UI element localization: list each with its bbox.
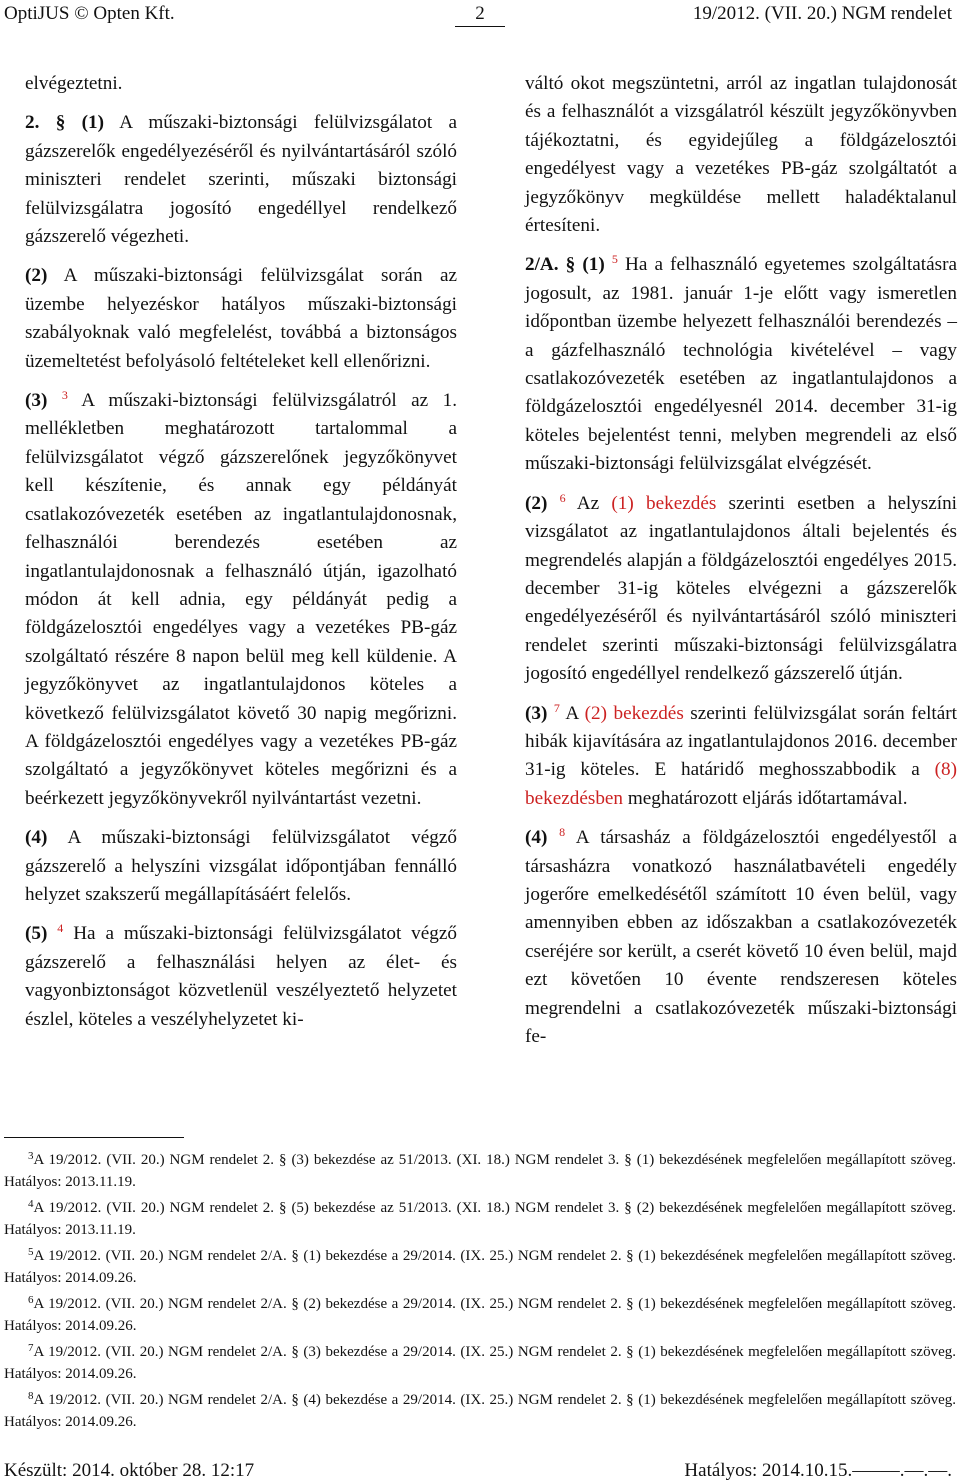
footnote-text: A 19/2012. (VII. 20.) NGM rendelet 2/A. § (3) bekezdése a 29/2014. (IX. 25.) NGM rendelet 2. § (1) bekezdésének megfelelően megállapított szöveg. Hatályos: 2014.09.26. [4, 1344, 956, 1382]
paragraph-number: (2) [525, 492, 548, 514]
paragraph-number: 2/A. § (1) [525, 254, 605, 276]
footnote-ref-4[interactable]: 4 [57, 921, 64, 936]
paragraph-text: szerinti esetben a helyszíni vizsgálatot az ingatlantulajdonos általi bejelentés és megrendelés alapján a földgázelosztói engedélyes 2015. december 31-ig köteles elvégezni a gázszerelők engedélyezéséről és nyilvántartásáról szóló miniszteri rendelet szerinti műszaki-biztonsági felülvizsgálatra jogosító engedéllyel rendelkező gázszerelő útján. [525, 492, 958, 685]
footnote [4, 1149, 956, 1193]
header-document-title: 19/2012. (VII. 20.) NGM rendelet [692, 3, 952, 24]
header-page-rule [455, 26, 505, 27]
footnote-divider [4, 1137, 184, 1138]
footnote-ref-7[interactable]: 7 [553, 700, 560, 715]
paragraph-continuation: váltó okot megszüntetni, arról az ingatlan tulajdonosát és a felhasználót a vizsgálatról készült jegyzőkönyvben tájékoztatni, és egyidejűleg a földgázelosztói engedélyest vagy a vezetékes PB-gáz szolgáltatót a jegyzőkönyv megküldése mellett haladéktalanul értesíteni. [525, 73, 957, 237]
paragraph-text: A műszaki-biztonsági felülvizsgálatról az 1. mellékletben meghatározott tartalommal a felülvizsgálatot végző gázszerelőnek jegyzőkönyvet kell készítenie, és annak egy példányát csatlakozóvezeték esetében az ingatlantulajdonosnak, felhasználói berendezés esetében az ingatlantulajdonosnak a felhasználó útján, igazolható módon át kell adnia, egy példányát pedig a földgázelosztói engedélyes vagy a vezetékes PB-gáz szolgáltató részére 8 napon belül meg kell küldenie. A jegyzőkönyvet az ingatlantulajdonos köteles a következő felülvizsgálatot követő 30 napig megőrizni. A földgázelosztói engedélyes vagy a vezetékes PB-gáz szolgáltató a jegyzőkönyvet köteles megőrizni és a beérkezett jegyzőkönyvekről nyilvántartást vezetni. [25, 390, 457, 809]
footnote-ref-8[interactable]: 8 [559, 825, 566, 840]
section-2a-paragraph-3: (3) $^7$ A (2) bekezdés szerinti felülvizsgálat során feltárt hibák kijavítására az ingatlantulajdonos 2016. december 31-ig köteles. E határidő meghosszabbodik a (8) bekezdésben meghatározott eljárás időtartamával. [525, 700, 957, 809]
paragraph-number: (5) [25, 923, 48, 945]
header-publisher: OptiJUS © Opten Kft. [4, 3, 175, 24]
footnote-ref-6[interactable]: 6 [559, 490, 566, 505]
page-footer [0, 1460, 960, 1484]
footnote-number: 8 [28, 1390, 34, 1402]
page-header [0, 0, 960, 30]
paragraph-number: (2) [25, 265, 48, 287]
footnote-text: A 19/2012. (VII. 20.) NGM rendelet 2/A. § (4) bekezdése a 29/2014. (IX. 25.) NGM rendelet 2. § (1) bekezdésének megfelelően megállapított szöveg. Hatályos: 2014.09.26. [4, 1392, 956, 1430]
footer-generated-date: Készült: 2014. október 28. 12:17 [4, 1460, 255, 1481]
section-2a-paragraph-1 [525, 251, 957, 478]
paragraph-number: (4) [525, 827, 548, 849]
paragraph-text: A társasház a földgázelosztói engedélyestől a társasházra vonatkozó használatbavételi engedély jogerőre emelkedésétől számított 10 éven belül, vagy amennyiben ebben az időszakban a csatlakozóvezeték cseréjére sor került, a cserét követő 10 éven belül, majd ezt követően 10 évente rendszeresen köteles megrendelni a csatlakozóvezeték műszaki-biztonsági fe- [525, 827, 957, 1047]
footnote [4, 1197, 956, 1241]
footnote [4, 1245, 956, 1289]
cross-reference-link[interactable]: (8) bekezdésben [525, 759, 957, 809]
paragraph-text: Ha a felhasználó egyetemes szolgáltatásra jogosult, az 1981. január 1-je előtt vagy ismeretlen időpontban üzembe helyezett felhasználói berendezés – a gázfelhasználó technológia kivételével – vagy csatlakozóvezeték esetében az ingatlantulajdonos a földgázelosztói engedélyesnél 2014. december 31-ig köteles bejelentést tenni, melyben megrendeli az első műszaki-biztonsági felülvizsgálat elvégzését. [525, 254, 958, 475]
section-2-paragraph-1 [25, 109, 457, 251]
footnote-number: 5 [28, 1246, 34, 1258]
right-column [525, 70, 957, 1062]
cross-reference-link[interactable]: (1) bekezdés [611, 492, 717, 514]
section-2-paragraph-4 [25, 824, 457, 909]
paragraph-number: (4) [25, 827, 48, 849]
section-2-paragraph-3 [25, 387, 457, 813]
footnote-number: 4 [28, 1198, 34, 1210]
paragraph-text: A műszaki-biztonsági felülvizsgálat során az üzembe helyezéskor hatályos műszaki-biztonsági szabályoknak való megfelelést, továbbá a biztonságos üzemeltetést befolyásoló feltételeket kell ellenőrizni. [25, 265, 457, 372]
footnote [4, 1341, 956, 1385]
footnote-ref-5[interactable]: 5 [611, 252, 618, 267]
footnote-text: A 19/2012. (VII. 20.) NGM rendelet 2. § (3) bekezdése az 51/2013. (XI. 18.) NGM rendelet 3. § (1) bekezdésének megfelelően megállapított szöveg. Hatályos: 2013.11.19. [4, 1152, 956, 1190]
left-column [25, 70, 457, 1045]
footnote-number: 7 [28, 1342, 34, 1354]
footnote [4, 1293, 956, 1337]
paragraph-number: (3) [25, 390, 48, 412]
paragraph-number: 2. § (1) [25, 112, 104, 134]
paragraph-text: Ha a műszaki-biztonsági felülvizsgálatot végző gázszerelő a felhasználási helyen az élet- és vagyonbiztonságot közvetlenül veszélyeztető helyzetet észlel, köteles a veszélyhelyzetet ki- [25, 923, 457, 1030]
footnotes [4, 1149, 956, 1437]
paragraph-number: (3) [525, 702, 548, 724]
section-2-paragraph-2 [25, 262, 457, 376]
footnote-text: A 19/2012. (VII. 20.) NGM rendelet 2/A. § (2) bekezdése a 29/2014. (IX. 25.) NGM rendelet 2. § (1) bekezdésének megfelelően megállapított szöveg. Hatályos: 2014.09.26. [4, 1296, 956, 1334]
section-2-paragraph-5 [25, 920, 457, 1034]
footnote-ref-3[interactable]: 3 [61, 388, 68, 403]
footnote-number: 6 [28, 1294, 34, 1306]
footnote-text: A 19/2012. (VII. 20.) NGM rendelet 2. § (5) bekezdése az 51/2013. (XI. 18.) NGM rendelet 3. § (2) bekezdésének megfelelően megállapított szöveg. Hatályos: 2013.11.19. [4, 1200, 956, 1238]
footnote-number: 3 [28, 1150, 34, 1162]
header-page-number: 2 [475, 3, 485, 24]
section-2a-paragraph-4 [525, 824, 957, 1051]
paragraph-text: A műszaki-biztonsági felülvizsgálatot a gázszerelők engedélyezéséről és nyilvántartásáról szóló miniszteri rendelet szerinti, műszaki biztonsági felülvizsgálatra jogosító engedéllyel rendelkező gázszerelő végezheti. [25, 112, 458, 248]
paragraph-text: meghatározott eljárás időtartamával. [623, 787, 908, 809]
paragraph-text: A műszaki-biztonsági felülvizsgálatot végző gázszerelő a helyszíni vizsgálat időpontjában fennálló helyzet szakszerű megállapításáért felelős. [25, 827, 457, 905]
footnote-text: A 19/2012. (VII. 20.) NGM rendelet 2/A. § (1) bekezdése a 29/2014. (IX. 25.) NGM rendelet 2. § (1) bekezdésének megfelelően megállapított szöveg. Hatályos: 2014.09.26. [4, 1248, 956, 1286]
section-2a-paragraph-2: (2) $^6$ Az (1) bekezdés szerinti esetben a helyszíni vizsgálatot az ingatlantulajdonos általi bejelentés és megrendelés alapján a földgázelosztói engedélyes 2015. december 31-ig köteles elvégezni a gázszerelők engedélyezéséről és nyilvántartásáról szóló miniszteri rendelet szerinti műszaki-biztonsági felülvizsgálatra jogosító engedéllyel rendelkező gázszerelő útján. [525, 490, 958, 685]
cross-reference-link[interactable]: (2) bekezdés [584, 702, 684, 724]
paragraph-continuation: elvégeztetni. [25, 73, 123, 94]
footnote [4, 1389, 956, 1433]
footer-effective-date: Hatályos: 2014.10.15.–––––.––.––. [684, 1460, 952, 1481]
